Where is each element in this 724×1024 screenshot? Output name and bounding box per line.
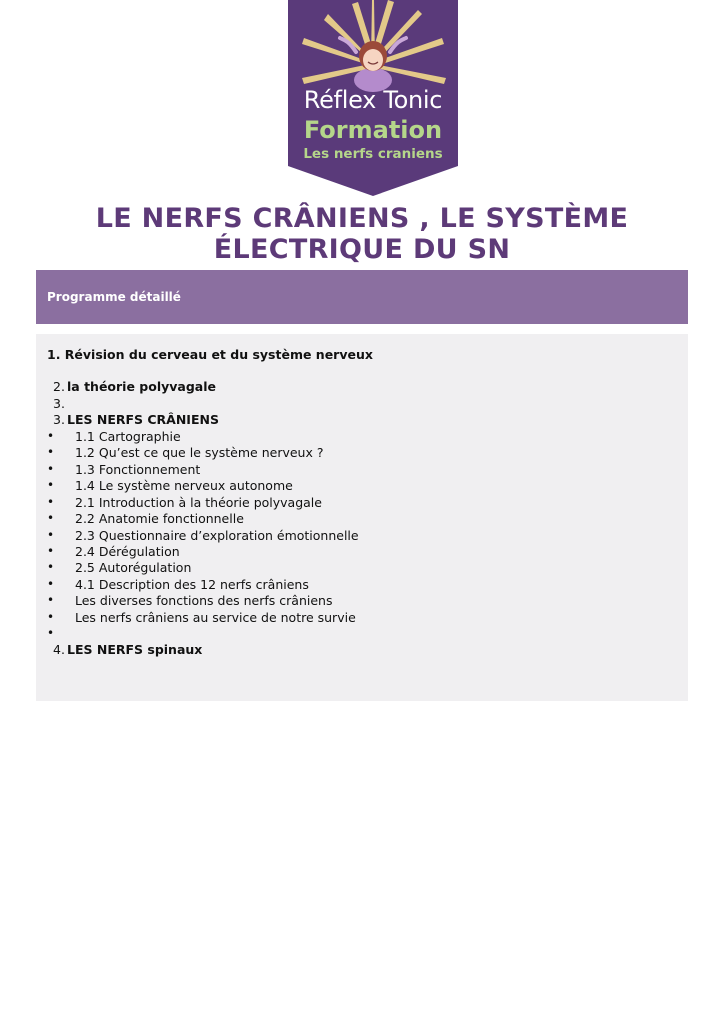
- program-item-3-label: LES NERFS CRÂNIENS: [67, 412, 219, 427]
- list-item-text: 1.4 Le système nerveux autonome: [75, 478, 293, 493]
- program-item-1: 1. Révision du cerveau et du système nerveux: [47, 347, 373, 362]
- bullet-icon: •: [47, 626, 55, 640]
- program-item-4-label: LES NERFS spinaux: [67, 642, 203, 657]
- list-item-text: 4.1 Description des 12 nerfs crâniens: [75, 577, 309, 592]
- bullet-icon: •: [47, 495, 55, 509]
- bullet-icon: •: [47, 429, 55, 443]
- list-item-text: 2.2 Anatomie fonctionnelle: [75, 511, 244, 526]
- program-content: [36, 334, 688, 701]
- list-item-text: 2.5 Autorégulation: [75, 560, 192, 575]
- bullet-icon: •: [47, 544, 55, 558]
- list-item-text: 1.1 Cartographie: [75, 429, 181, 444]
- section-header-label: Programme détaillé: [47, 290, 181, 304]
- list-item-text: Les nerfs crâniens au service de notre survie: [75, 610, 356, 625]
- program-item-4-number: 4.: [53, 642, 65, 657]
- bullet-icon: •: [47, 560, 55, 574]
- document-title: LE NERFS CRÂNIENS , LE SYSTÈME ÉLECTRIQUE DU SN: [95, 203, 629, 265]
- list-item-text: 2.1 Introduction à la théorie polyvagale: [75, 495, 322, 510]
- bullet-icon: •: [47, 511, 55, 525]
- bullet-icon: •: [47, 445, 55, 459]
- program-item-2-label: la théorie polyvagale: [67, 379, 216, 394]
- section-header: [36, 270, 688, 324]
- logo-brand-name: Réflex Tonic: [303, 86, 443, 114]
- reflex-tonic-logo: [288, 0, 458, 196]
- bullet-icon: •: [47, 577, 55, 591]
- program-item-3-number: 3.: [53, 412, 65, 427]
- logo-subtitle: Les nerfs craniens: [303, 146, 443, 162]
- list-item-text: 2.3 Questionnaire d’exploration émotionnelle: [75, 528, 359, 543]
- program-item-2-number: 2.: [53, 379, 65, 394]
- list-item-text: 2.4 Dérégulation: [75, 544, 180, 559]
- bullet-icon: •: [47, 610, 55, 624]
- bullet-icon: •: [47, 478, 55, 492]
- program-item-3-empty-number: 3.: [53, 396, 65, 411]
- bullet-icon: •: [47, 593, 55, 607]
- list-item-text: Les diverses fonctions des nerfs crâniens: [75, 593, 333, 608]
- list-item-text: 1.2 Qu’est ce que le système nerveux ?: [75, 445, 324, 460]
- logo-formation-label: Formation: [303, 116, 443, 144]
- bullet-icon: •: [47, 462, 55, 476]
- bullet-icon: •: [47, 528, 55, 542]
- list-item-text: 1.3 Fonctionnement: [75, 462, 201, 477]
